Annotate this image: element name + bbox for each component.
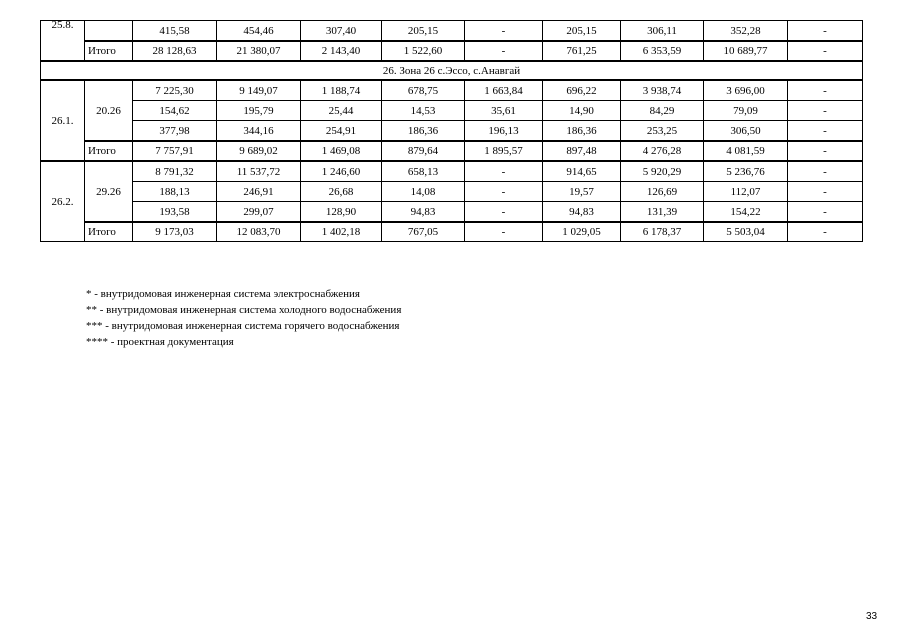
table-row xyxy=(41,202,863,223)
table-cell: 415,58 xyxy=(133,21,217,42)
section-label: 26.1. xyxy=(41,80,85,161)
table-cell: 344,16 xyxy=(217,121,301,142)
table-cell: - xyxy=(465,161,543,182)
table-cell: 352,28 xyxy=(704,21,788,42)
table-cell: 154,22 xyxy=(704,202,788,223)
table-cell: 761,25 xyxy=(543,41,621,61)
table-cell: 4 276,28 xyxy=(621,141,704,161)
table-cell: 306,50 xyxy=(704,121,788,142)
table-cell: 306,11 xyxy=(621,21,704,42)
table-cell: 1 663,84 xyxy=(465,80,543,101)
table-cell: 253,25 xyxy=(621,121,704,142)
table-cell: 4 081,59 xyxy=(704,141,788,161)
table-cell: 154,62 xyxy=(133,101,217,121)
total-row xyxy=(41,222,863,242)
table-cell: 1 402,18 xyxy=(301,222,382,242)
table-cell: 696,22 xyxy=(543,80,621,101)
table-cell: 7 225,30 xyxy=(133,80,217,101)
table-cell: 6 353,59 xyxy=(621,41,704,61)
table-cell: - xyxy=(788,182,863,202)
table-cell: 879,64 xyxy=(382,141,465,161)
table-cell: - xyxy=(788,222,863,242)
zone-header-row xyxy=(41,61,863,80)
table-cell: 897,48 xyxy=(543,141,621,161)
table-cell: 28 128,63 xyxy=(133,41,217,61)
table-cell: 25,44 xyxy=(301,101,382,121)
table-cell: 195,79 xyxy=(217,101,301,121)
footnotes xyxy=(86,286,401,350)
footnote: * - внутридомовая инженерная система электроснабжения xyxy=(86,288,360,300)
total-label: Итого xyxy=(85,41,133,61)
code-cell: 29.26 xyxy=(85,161,133,222)
table-cell: 94,83 xyxy=(543,202,621,223)
table-row xyxy=(41,182,863,202)
table-cell: - xyxy=(465,41,543,61)
table-cell: - xyxy=(788,80,863,101)
table-cell: 6 178,37 xyxy=(621,222,704,242)
table-cell: 205,15 xyxy=(543,21,621,42)
table-cell: 11 537,72 xyxy=(217,161,301,182)
table-cell: - xyxy=(788,202,863,223)
table-cell: 1 029,05 xyxy=(543,222,621,242)
total-label: Итого xyxy=(85,141,133,161)
table-cell: - xyxy=(465,182,543,202)
table-cell: 186,36 xyxy=(543,121,621,142)
table-cell: 1 895,57 xyxy=(465,141,543,161)
section-label: 26.2. xyxy=(41,161,85,242)
table-cell: 5 920,29 xyxy=(621,161,704,182)
total-label: Итого xyxy=(85,222,133,242)
table-cell: 94,83 xyxy=(382,202,465,223)
table-cell: 767,05 xyxy=(382,222,465,242)
table-cell: 126,69 xyxy=(621,182,704,202)
table-cell: 9 173,03 xyxy=(133,222,217,242)
table-cell: 8 791,32 xyxy=(133,161,217,182)
table-cell: 84,29 xyxy=(621,101,704,121)
table-cell: - xyxy=(788,121,863,142)
table-cell: 19,57 xyxy=(543,182,621,202)
code-cell: 20.26 xyxy=(85,80,133,141)
table-cell: 9 149,07 xyxy=(217,80,301,101)
table-row xyxy=(41,101,863,121)
table-row xyxy=(41,21,863,42)
total-row xyxy=(41,41,863,61)
table-cell: 307,40 xyxy=(301,21,382,42)
table-cell: 14,08 xyxy=(382,182,465,202)
table-row xyxy=(41,121,863,142)
table-cell: 377,98 xyxy=(133,121,217,142)
section-label: 25.8. xyxy=(41,21,85,62)
table-cell: 186,36 xyxy=(382,121,465,142)
table-cell: 1 188,74 xyxy=(301,80,382,101)
table-cell: 5 503,04 xyxy=(704,222,788,242)
table-cell: 246,91 xyxy=(217,182,301,202)
table-cell: 35,61 xyxy=(465,101,543,121)
table-cell: 9 689,02 xyxy=(217,141,301,161)
table-cell: 26,68 xyxy=(301,182,382,202)
table-cell: 205,15 xyxy=(382,21,465,42)
table-cell: 196,13 xyxy=(465,121,543,142)
cost-table xyxy=(40,20,863,242)
table-cell: - xyxy=(788,161,863,182)
table-cell: 7 757,91 xyxy=(133,141,217,161)
table-row xyxy=(41,80,863,101)
table-cell: 188,13 xyxy=(133,182,217,202)
table-cell: 5 236,76 xyxy=(704,161,788,182)
table-cell: - xyxy=(788,101,863,121)
table-cell: 454,46 xyxy=(217,21,301,42)
table-cell: - xyxy=(788,21,863,42)
table-cell: - xyxy=(788,141,863,161)
table-cell: 21 380,07 xyxy=(217,41,301,61)
footnote: **** - проектная документация xyxy=(86,336,234,348)
table-cell: 3 696,00 xyxy=(704,80,788,101)
table-cell: 1 469,08 xyxy=(301,141,382,161)
table-cell: 914,65 xyxy=(543,161,621,182)
table-cell: 2 143,40 xyxy=(301,41,382,61)
table-cell: 14,53 xyxy=(382,101,465,121)
table-cell: 658,13 xyxy=(382,161,465,182)
table-cell: 112,07 xyxy=(704,182,788,202)
table-cell: 254,91 xyxy=(301,121,382,142)
table-cell: - xyxy=(465,21,543,42)
table-cell: 79,09 xyxy=(704,101,788,121)
table-cell: - xyxy=(465,222,543,242)
table-cell: 3 938,74 xyxy=(621,80,704,101)
table-cell: 128,90 xyxy=(301,202,382,223)
table-cell: 14,90 xyxy=(543,101,621,121)
table-cell: 1 246,60 xyxy=(301,161,382,182)
total-row xyxy=(41,141,863,161)
table-cell: 299,07 xyxy=(217,202,301,223)
table-cell: 678,75 xyxy=(382,80,465,101)
table-row xyxy=(41,161,863,182)
code-cell xyxy=(85,21,133,42)
table-cell: 193,58 xyxy=(133,202,217,223)
table-cell: 10 689,77 xyxy=(704,41,788,61)
table-cell: - xyxy=(788,41,863,61)
page-number: 33 xyxy=(866,611,878,622)
footnote: ** - внутридомовая инженерная система холодного водоснабжения xyxy=(86,304,402,316)
table-cell: 12 083,70 xyxy=(217,222,301,242)
table-cell: - xyxy=(465,202,543,223)
table-cell: 1 522,60 xyxy=(382,41,465,61)
table-cell: 131,39 xyxy=(621,202,704,223)
footnote: *** - внутридомовая инженерная система горячего водоснабжения xyxy=(86,320,400,332)
zone-header: 26. Зона 26 с.Эссо, с.Анавгай xyxy=(41,61,863,80)
